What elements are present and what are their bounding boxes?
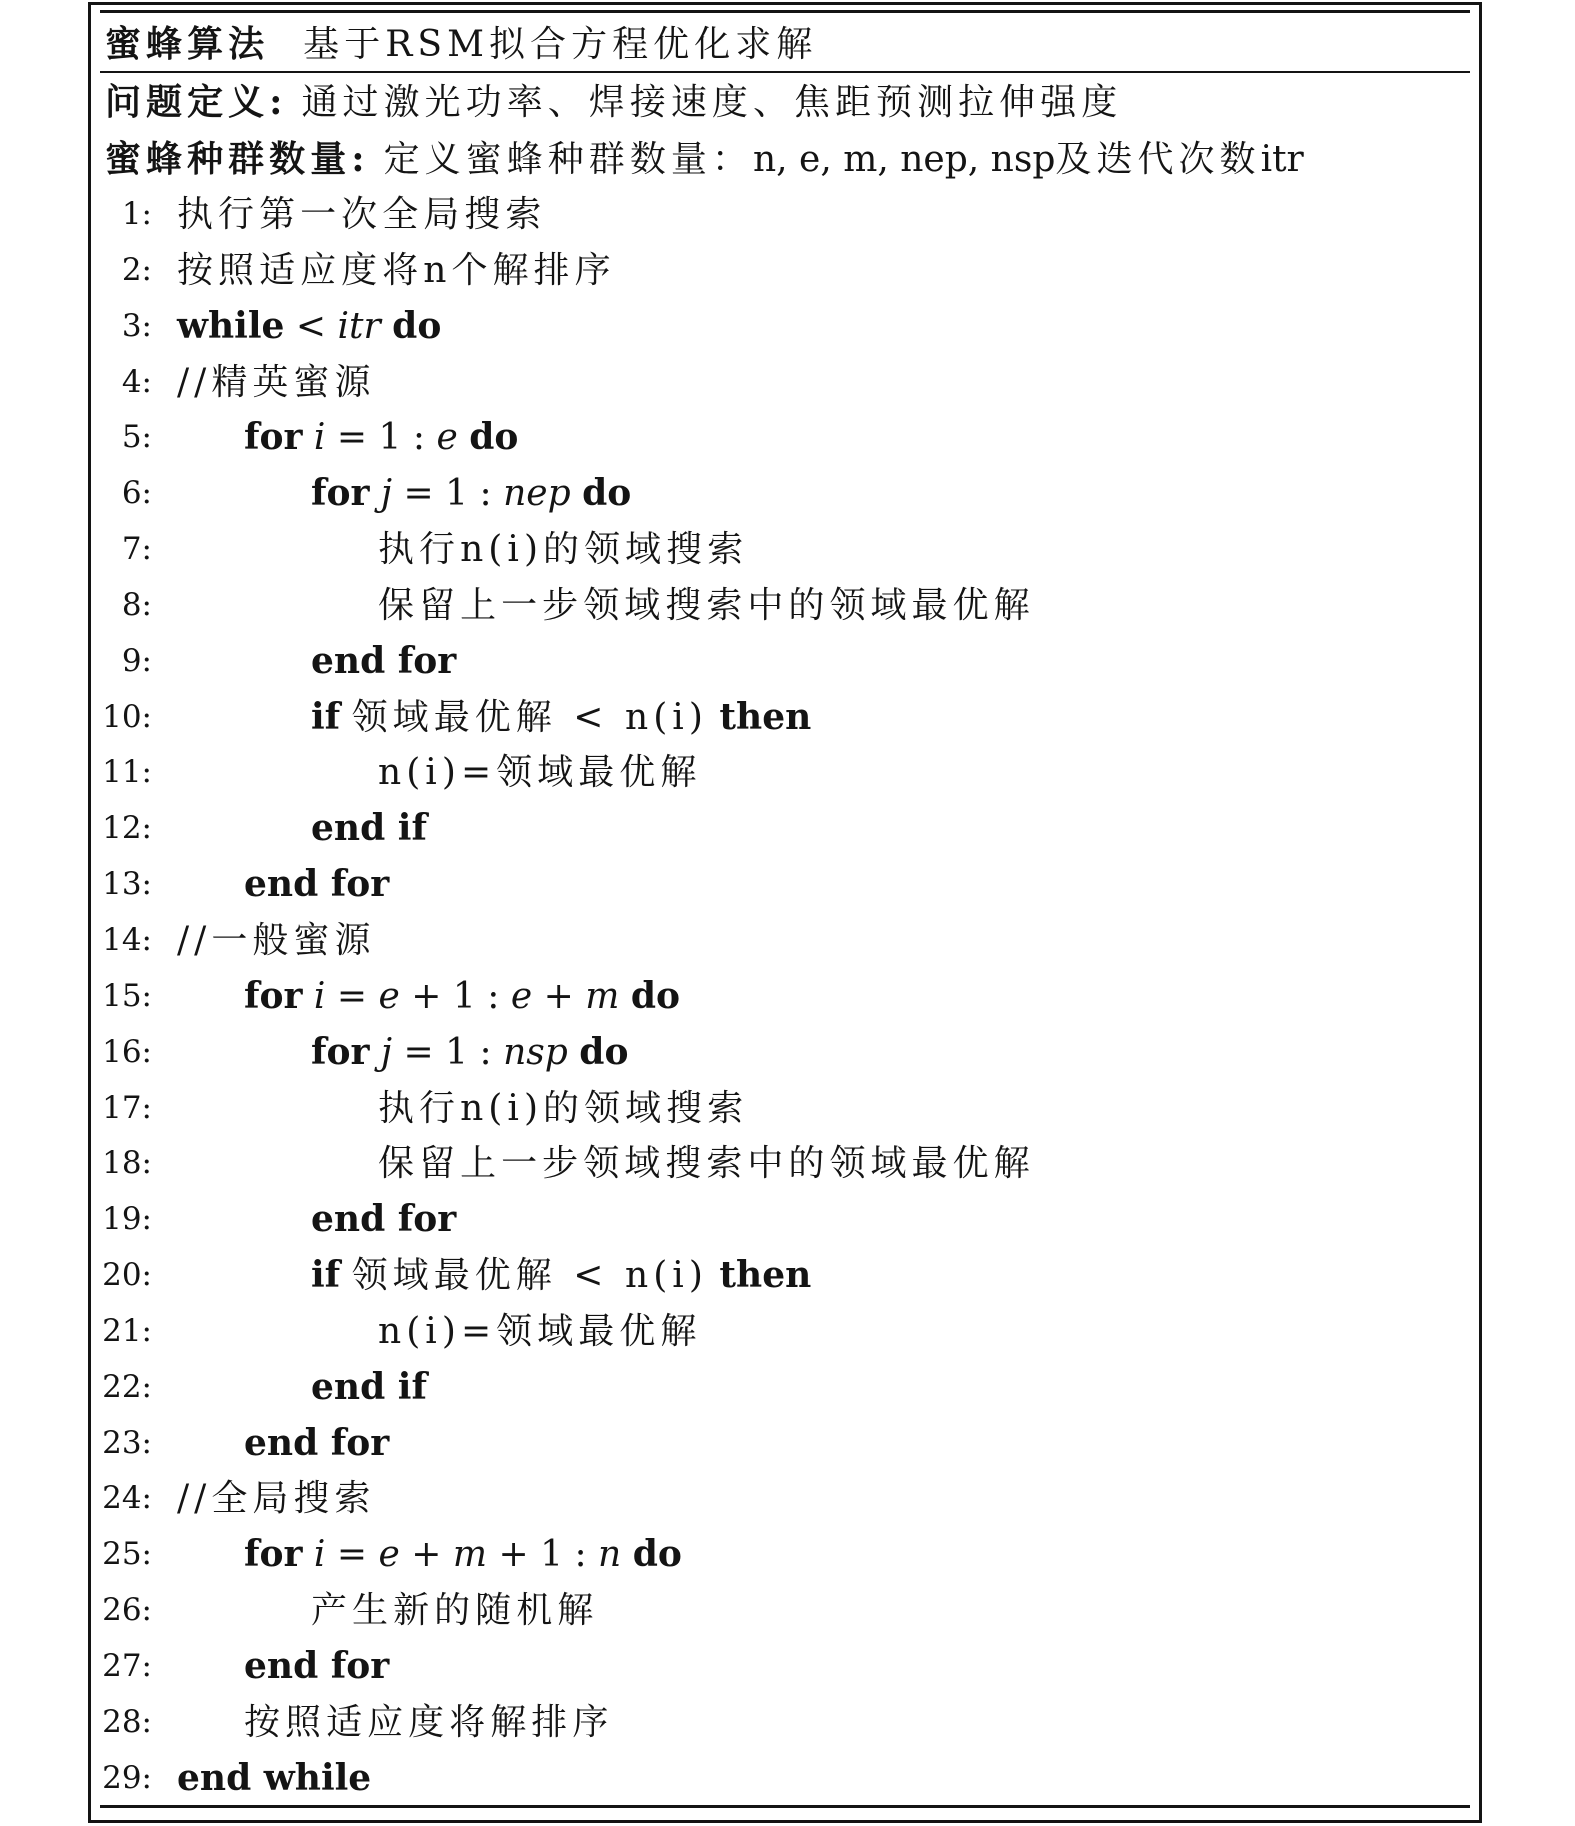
keyword: end if (311, 807, 427, 850)
keyword: end while (177, 1756, 372, 1799)
keyword: do (630, 974, 680, 1017)
iteration-variable: itr (1260, 139, 1304, 180)
condition-text: 领域最优解 < n(i) (351, 696, 708, 738)
algorithm-line-8 (0, 578, 1575, 634)
line-content (244, 1695, 613, 1751)
math-variable: e (378, 975, 400, 1017)
problem-definition (105, 74, 1122, 130)
math-operator: < (295, 305, 327, 347)
algorithm-line-29 (0, 1751, 1575, 1807)
algorithm-line-2 (0, 243, 1575, 299)
algorithm-line-18 (0, 1136, 1575, 1192)
comment-text: //一般蜜源 (177, 919, 376, 961)
line-number: 1: (121, 196, 152, 232)
math-variable: m (585, 975, 620, 1017)
problem-label: 问题定义: (105, 81, 288, 123)
line-content (244, 1416, 389, 1472)
math-variable: itr (337, 305, 381, 347)
line-content (244, 857, 389, 913)
algorithm-caption (105, 16, 817, 72)
keyword: end for (311, 639, 457, 682)
statement-text: 产生新的随机解 (311, 1590, 599, 1632)
math-operator: = 1 : (336, 417, 425, 459)
algorithm-line-14 (0, 913, 1575, 969)
line-number: 17: (102, 1089, 152, 1126)
line-number: 26: (102, 1592, 152, 1629)
line-content (311, 1360, 427, 1416)
line-number: 24: (102, 1480, 152, 1517)
line-content (378, 745, 701, 801)
line-content (244, 1639, 389, 1695)
math-operator: + (411, 1534, 442, 1576)
line-content (311, 690, 811, 746)
math-operator: + 1 : (411, 975, 500, 1017)
keyword: end for (311, 1198, 457, 1241)
comment-text: //精英蜜源 (177, 361, 376, 403)
line-number: 27: (102, 1647, 152, 1684)
line-content (311, 466, 631, 522)
line-content (177, 187, 546, 243)
keyword: for (244, 974, 303, 1017)
math-operator: + 1 : (498, 1534, 587, 1576)
line-number: 19: (102, 1201, 152, 1238)
algorithm-line-13 (0, 857, 1575, 913)
caption-title: 基于RSM拟合方程优化求解 (303, 24, 818, 65)
math-variable: i (313, 975, 326, 1017)
line-number: 11: (102, 754, 152, 791)
algorithm-line-25 (0, 1527, 1575, 1583)
line-number: 25: (102, 1536, 152, 1573)
keyword: then (719, 695, 812, 738)
keyword: do (582, 472, 632, 515)
keyword: if (311, 695, 341, 738)
math-variable: e (436, 417, 458, 459)
math-variable: j (380, 473, 393, 515)
algorithm-line-19 (0, 1192, 1575, 1248)
algorithm-line-10 (0, 690, 1575, 746)
line-number: 20: (102, 1257, 152, 1294)
keyword: while (177, 304, 285, 347)
algorithm-line-28 (0, 1695, 1575, 1751)
line-number: 16: (102, 1033, 152, 1070)
line-number: 28: (102, 1703, 152, 1740)
line-content (311, 1025, 628, 1081)
math-variable: i (313, 417, 326, 459)
line-number: 21: (102, 1312, 152, 1349)
math-variable: e (510, 975, 533, 1017)
math-operator: = 1 : (403, 1031, 492, 1073)
algorithm-line-11 (0, 745, 1575, 801)
problem-text: 通过激光功率、焊接速度、焦距预测拉伸强度 (301, 82, 1123, 123)
line-content (177, 1751, 371, 1807)
statement-text: 执行n(i)的领域搜索 (378, 1087, 749, 1129)
keyword: do (469, 416, 519, 459)
population-text-2: 及迭代次数 (1055, 139, 1261, 180)
line-content (311, 1583, 598, 1639)
line-content (177, 243, 616, 299)
line-content (244, 1527, 682, 1583)
statement-text: 按照适应度将n个解排序 (177, 249, 616, 291)
statement-text: 保留上一步领域搜索中的领域最优解 (378, 584, 1035, 626)
keyword: end for (244, 1644, 390, 1687)
top-rule (100, 10, 1470, 13)
math-operator: = (336, 975, 368, 1017)
line-content (177, 299, 441, 355)
algorithm-line-5 (0, 410, 1575, 466)
line-content (378, 1136, 1035, 1192)
line-content (378, 578, 1035, 634)
keyword: end if (311, 1365, 427, 1408)
line-content (244, 410, 518, 466)
math-operator: = 1 : (403, 473, 492, 515)
algorithm-line-6 (0, 466, 1575, 522)
keyword: end for (244, 863, 390, 906)
line-number: 22: (102, 1368, 152, 1405)
algorithm-body (0, 187, 1575, 1806)
line-number: 6: (121, 475, 152, 512)
condition-text: 领域最优解 < n(i) (351, 1255, 708, 1297)
keyword: end for (244, 1421, 390, 1464)
statement-text: n(i)=领域最优解 (378, 1310, 702, 1352)
algorithm-line-20 (0, 1248, 1575, 1304)
keyword: if (311, 1254, 341, 1297)
line-content (378, 522, 748, 578)
line-number: 3: (121, 307, 152, 344)
line-content (311, 801, 427, 857)
line-number: 8: (121, 586, 152, 623)
algorithm-line-17 (0, 1081, 1575, 1137)
math-variable: nsp (503, 1031, 568, 1073)
line-number: 5: (121, 419, 152, 456)
algorithm-line-12 (0, 801, 1575, 857)
line-number: 2: (121, 251, 152, 288)
algorithm-line-15 (0, 969, 1575, 1025)
algorithm-line-16 (0, 1025, 1575, 1081)
keyword: for (244, 416, 303, 459)
line-number: 15: (102, 977, 152, 1014)
statement-text: n(i)=领域最优解 (378, 752, 702, 794)
algorithm-line-4 (0, 355, 1575, 411)
math-operator: + (543, 975, 574, 1017)
line-content (177, 1471, 376, 1527)
line-number: 18: (102, 1145, 152, 1182)
keyword: do (579, 1030, 629, 1073)
math-variable: i (313, 1534, 326, 1576)
line-content (244, 969, 680, 1025)
line-content (378, 1081, 748, 1137)
line-number: 9: (121, 642, 152, 679)
math-variable: m (452, 1534, 488, 1576)
algorithm-line-22 (0, 1360, 1575, 1416)
line-content (311, 634, 456, 690)
math-operator: = (336, 1534, 368, 1576)
algorithm-line-21 (0, 1304, 1575, 1360)
algorithm-line-24 (0, 1471, 1575, 1527)
algorithm-line-9 (0, 634, 1575, 690)
line-number: 23: (102, 1424, 152, 1461)
line-number: 13: (102, 866, 152, 903)
algorithm-line-26 (0, 1583, 1575, 1639)
algorithm-line-27 (0, 1639, 1575, 1695)
line-number: 14: (102, 921, 152, 958)
math-variable: e (378, 1534, 400, 1576)
algorithm-line-7 (0, 522, 1575, 578)
line-number: 4: (121, 363, 152, 400)
line-number: 12: (102, 810, 152, 847)
population-variables: n, e, m, nep, nsp (752, 139, 1056, 180)
line-content (177, 913, 376, 969)
line-content (311, 1248, 811, 1304)
line-number: 10: (102, 698, 152, 735)
line-number: 29: (102, 1759, 152, 1796)
keyword: for (311, 1030, 370, 1073)
math-variable: n (598, 1534, 622, 1576)
keyword: for (311, 472, 370, 515)
line-content (177, 355, 376, 411)
statement-text: 按照适应度将解排序 (244, 1701, 614, 1743)
algorithm-line-23 (0, 1416, 1575, 1472)
algorithm-line-3 (0, 299, 1575, 355)
math-variable: nep (503, 473, 571, 515)
statement-text: 保留上一步领域搜索中的领域最优解 (378, 1143, 1035, 1185)
math-variable: j (380, 1031, 393, 1073)
line-content (378, 1304, 701, 1360)
statement-text: 执行n(i)的领域搜索 (378, 529, 749, 571)
keyword: then (719, 1254, 812, 1297)
keyword: for (244, 1533, 303, 1576)
keyword: do (392, 304, 442, 347)
algorithm-line-1 (0, 187, 1575, 243)
line-content (311, 1192, 456, 1248)
comment-text: //全局搜索 (177, 1478, 376, 1520)
statement-text: 执行第一次全局搜索 (177, 194, 547, 235)
keyword: do (632, 1533, 682, 1576)
population-label: 蜜蜂种群数量: (105, 138, 370, 180)
line-number: 7: (121, 531, 152, 568)
population-text: 定义蜜蜂种群数量： (383, 139, 753, 180)
population-definition (105, 131, 1304, 187)
caption-label: 蜜蜂算法 (105, 23, 270, 65)
